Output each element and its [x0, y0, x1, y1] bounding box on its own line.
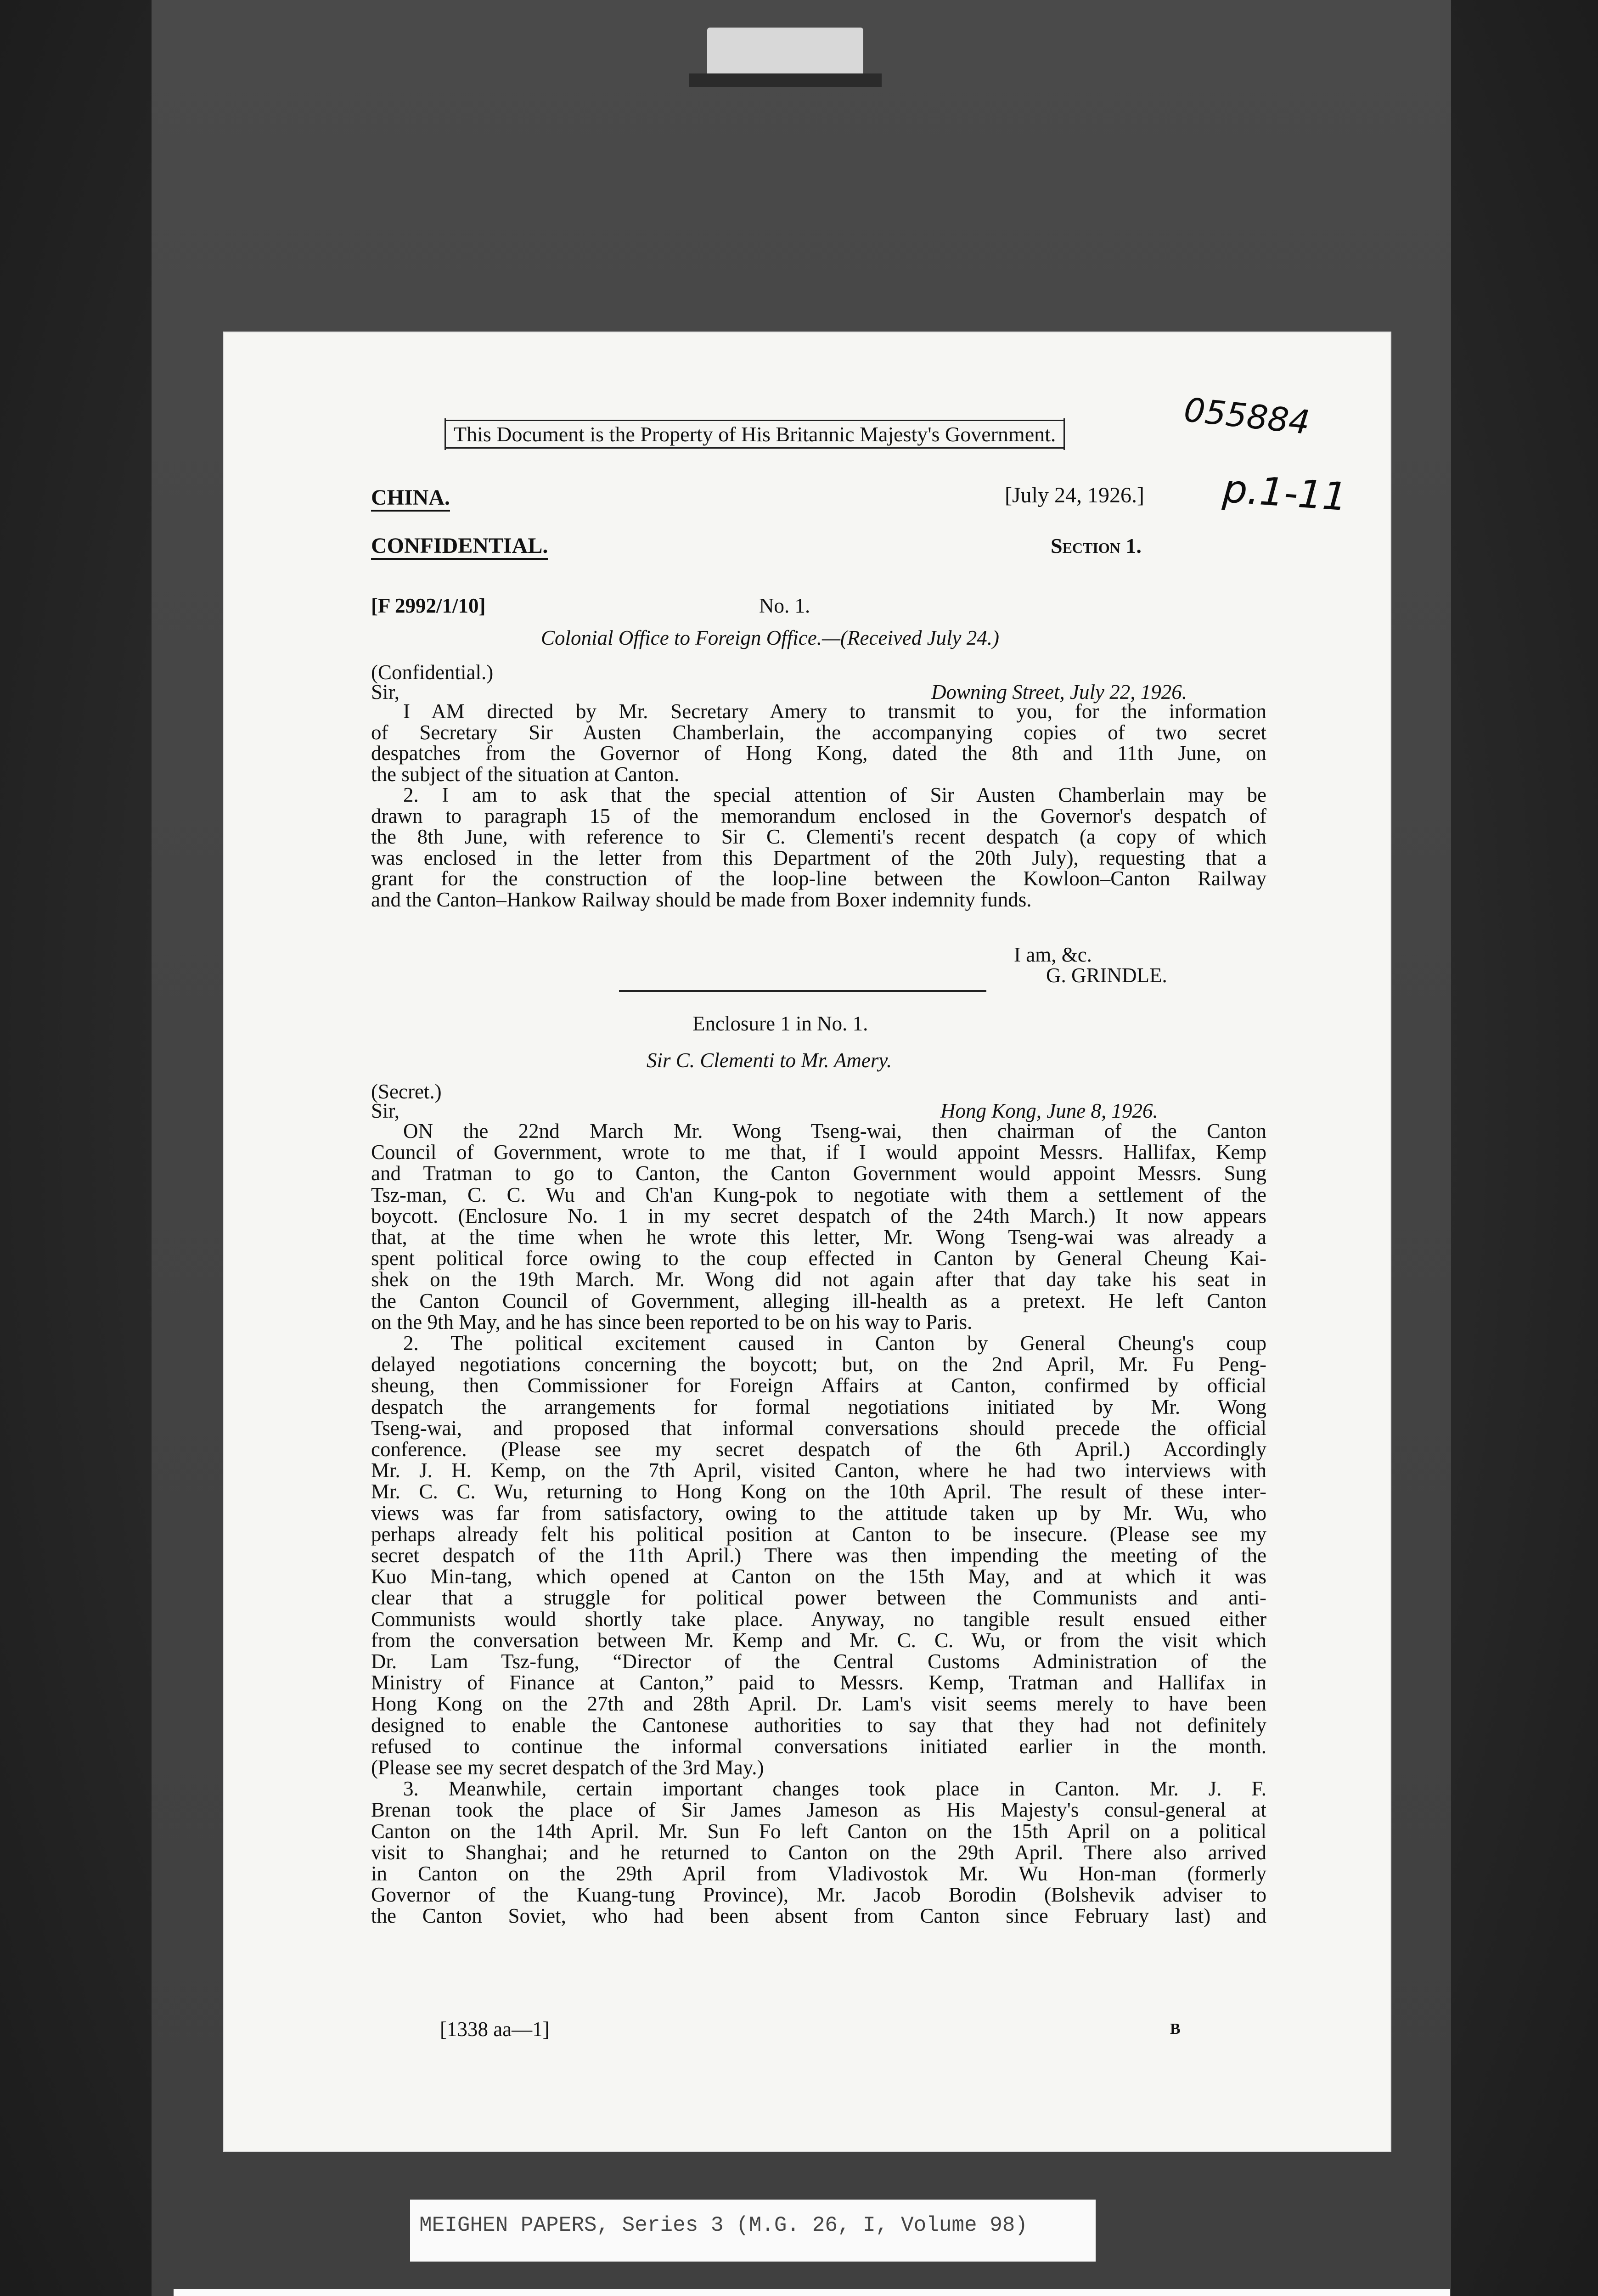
letter1-salutation: Sir,: [371, 681, 400, 703]
enclosure-body-line: sheung, then Commissioner for Foreign Affairs at Canton, confirmed by official: [371, 1374, 1266, 1397]
letter1-body-line: the 8th June, with reference to Sir C. Clementi's recent despatch (a copy of which: [371, 825, 1266, 848]
enclosure-body-line: shek on the 19th March. Mr. Wong did not again after that day take his seat in: [371, 1268, 1266, 1291]
letter1-place-date: Downing Street, July 22, 1926.: [931, 681, 1187, 703]
enclosure-body-line: the Canton Council of Government, alleging ill-health as a pretext. He left Canton: [371, 1289, 1266, 1312]
archive-stamp-number: 055884: [1182, 390, 1312, 442]
enclosure-body-line: Dr. Lam Tsz-fung, “Director of the Central Customs Administration of the: [371, 1650, 1266, 1673]
letter1-body-line: of Secretary Sir Austen Chamberlain, the accompanying copies of two secret: [371, 720, 1266, 744]
letter1-body-line: I AM directed by Mr. Secretary Amery to transmit to you, for the information: [403, 700, 1266, 723]
country-heading: CHINA.: [371, 486, 450, 509]
enclosure-body-line: perhaps already felt his political position at Canton to be insecure. (Please see my: [371, 1522, 1266, 1546]
enclosure-marking: (Secret.): [371, 1080, 442, 1103]
enclosure-body-line: and Tratman to go to Canton, the Canton Government would appoint Messrs. Sung: [371, 1162, 1266, 1185]
enclosure-body-line: Tsz-man, C. C. Wu and Ch'an Kung-pok to negotiate with them a settlement of the: [371, 1183, 1266, 1206]
enclosure-body-line: secret despatch of the 11th April.) There was then impending the meeting of the: [371, 1544, 1266, 1567]
print-reference: [1338 aa—1]: [440, 2018, 550, 2041]
enclosure-title: Enclosure 1 in No. 1.: [692, 1012, 868, 1035]
letter1-body-line: drawn to paragraph 15 of the memorandum enclosed in the Governor's despatch of: [371, 804, 1266, 827]
letter1-marking: (Confidential.): [371, 661, 494, 684]
property-header-text: This Document is the Property of His Britannic Majesty's Government.: [454, 422, 1056, 446]
enclosure-body-line: Canton on the 14th April. Mr. Sun Fo left Canton on the 15th April on a political: [371, 1819, 1266, 1843]
letter1-closing: I am, &c.: [1014, 943, 1092, 966]
classification-heading: CONFIDENTIAL.: [371, 535, 548, 557]
section-label: Section 1.: [1051, 534, 1142, 557]
enclosure-body-line: Mr. J. H. Kemp, on the 7th April, visited Canton, where he had two interviews with: [371, 1459, 1266, 1482]
enclosure-body-line: clear that a struggle for political power between the Communists and anti-: [371, 1586, 1266, 1609]
enclosure-body-line: Council of Government, wrote to me that, if I would appoint Messrs. Hallifax, Kemp: [371, 1141, 1266, 1164]
document-subject: Colonial Office to Foreign Office.—(Received July 24.): [541, 626, 1000, 649]
collection-label-text: MEIGHEN PAPERS, Series 3 (M.G. 26, I, Volume 98): [419, 2213, 1028, 2237]
letter1-body-line: was enclosed in the letter from this Department of the 20th July), requesting that a: [371, 846, 1266, 869]
enclosure-body-line: Hong Kong on the 27th and 28th April. Dr. Lam's visit seems merely to have been: [371, 1692, 1266, 1716]
enclosure-body-line: conference. (Please see my secret despatch of the 6th April.) Accordingly: [371, 1438, 1266, 1461]
section-divider: [619, 990, 986, 992]
enclosure-body-line: the Canton Soviet, who had been absent from Canton since February last) and: [371, 1904, 1266, 1928]
file-reference: [F 2992/1/10]: [371, 594, 486, 617]
enclosure-body-line: 3. Meanwhile, certain important changes took place in Canton. Mr. J. F.: [403, 1777, 1266, 1801]
binder-clip-shadow: [689, 73, 882, 87]
document-number: No. 1.: [759, 594, 810, 617]
property-header: [445, 420, 1065, 449]
enclosure-body-line: Communists would shortly take place. Anyway, no tangible result ensued either: [371, 1607, 1266, 1631]
enclosure-body-line: views was far from satisfactory, owing to the attitude taken up by Mr. Wu, who: [371, 1501, 1266, 1525]
enclosure-body-line: on the 9th May, and he has since been reported to be on his way to Paris.: [371, 1310, 973, 1334]
enclosure-body-line: despatch the arrangements for formal negotiations initiated by Mr. Wong: [371, 1395, 1266, 1418]
enclosure-subtitle: Sir C. Clementi to Mr. Amery.: [647, 1049, 892, 1072]
enclosure-body-line: delayed negotiations concerning the boycott; but, on the 2nd April, Mr. Fu Peng-: [371, 1353, 1266, 1376]
document-date: [July 24, 1926.]: [1005, 483, 1144, 507]
letter1-body-line: despatches from the Governor of Hong Kong, dated the 8th and 11th June, on: [371, 742, 1266, 765]
enclosure-body-line: refused to continue the informal conversations initiated earlier in the month.: [371, 1734, 1266, 1758]
letter1-signature: G. GRINDLE.: [1046, 964, 1167, 987]
enclosure-body-line: visit to Shanghai; and he returned to Canton on the 29th April. There also arrived: [371, 1840, 1266, 1864]
enclosure-body-line: Brenan took the place of Sir James Jameson as His Majesty's consul-general at: [371, 1798, 1266, 1822]
archive-card: [174, 2289, 1450, 2296]
signature-mark: B: [1170, 2020, 1181, 2037]
letter1-body-line: the subject of the situation at Canton.: [371, 762, 680, 786]
enclosure-body-line: Kuo Min-tang, which opened at Canton on the 15th May, and at which it was: [371, 1565, 1266, 1588]
document-page: [224, 332, 1390, 2151]
enclosure-body-line: in Canton on the 29th April from Vladivostok Mr. Wu Hon-man (formerly: [371, 1862, 1266, 1885]
enclosure-body-line: spent political force owing to the coup effected in Canton by General Cheung Kai-: [371, 1247, 1266, 1270]
letter1-body-line: grant for the construction of the loop-line between the Kowloon–Canton Railway: [371, 867, 1266, 890]
letter1-body-line: and the Canton–Hankow Railway should be made from Boxer indemnity funds.: [371, 888, 1032, 911]
enclosure-body-line: that, at the time when he wrote this letter, Mr. Wong Tseng-wai was already a: [371, 1226, 1266, 1249]
enclosure-body-line: from the conversation between Mr. Kemp and Mr. C. C. Wu, or from the visit which: [371, 1628, 1266, 1652]
handwritten-folio: p.1-11: [1221, 466, 1349, 520]
enclosure-body-line: (Please see my secret despatch of the 3rd May.): [371, 1756, 764, 1779]
enclosure-body-line: Mr. C. C. Wu, returning to Hong Kong on the 10th April. The result of these inter-: [371, 1480, 1266, 1503]
enclosure-body-line: Tseng-wai, and proposed that informal conversations should precede the official: [371, 1416, 1266, 1440]
enclosure-salutation: Sir,: [371, 1099, 400, 1122]
enclosure-body-line: designed to enable the Cantonese authorities to say that they had not definitely: [371, 1713, 1266, 1737]
enclosure-body-line: Ministry of Finance at Canton,” paid to Messrs. Kemp, Tratman and Hallifax in: [371, 1671, 1266, 1694]
enclosure-body-line: Governor of the Kuang-tung Province), Mr. Jacob Borodin (Bolshevik adviser to: [371, 1883, 1266, 1907]
letter1-body-line: 2. I am to ask that the special attention of Sir Austen Chamberlain may be: [403, 783, 1266, 806]
collection-label: [410, 2200, 1096, 2262]
enclosure-body-line: ON the 22nd March Mr. Wong Tseng-wai, then chairman of the Canton: [403, 1120, 1266, 1142]
enclosure-body-line: boycott. (Enclosure No. 1 in my secret despatch of the 24th March.) It now appears: [371, 1204, 1266, 1227]
enclosure-body-line: 2. The political excitement caused in Canton by General Cheung's coup: [403, 1332, 1266, 1355]
enclosure-place-date: Hong Kong, June 8, 1926.: [940, 1099, 1158, 1122]
